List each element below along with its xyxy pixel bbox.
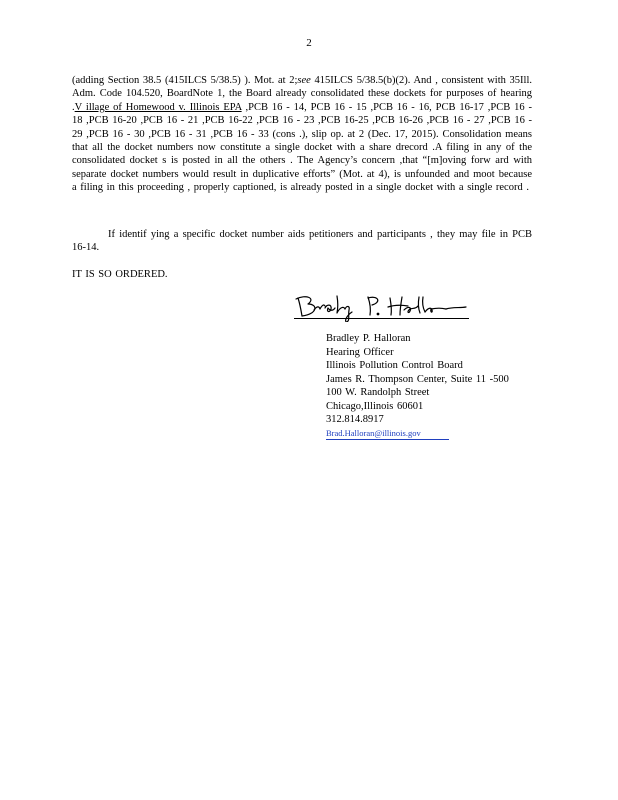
signer-city: Chicago,Illinois 60601 [326,400,424,412]
signer-details [326,332,546,440]
signer-phone: 312.814.8917 [326,414,384,425]
signer-title: Hearing Officer [326,346,394,358]
signer-email-link[interactable]: Brad.Halloran@illinois.gov [326,428,449,440]
paragraph-consolidation [72,74,532,195]
order-statement: IT IS SO ORDERED. [72,269,168,280]
signature-line [294,318,469,319]
see-signal: see [297,75,311,86]
paragraph-docket-filing: If identif ying a specific docket number aids petitioners and participants , they may file in PCB 16-14. [72,229,532,254]
case-citation: V illage of Homewood v. Illinois EPA [74,101,242,113]
signer-address-line-2: 100 W. Randolph Street [326,387,430,398]
signer-address-line-1: James R. Thompson Center, Suite 11 -500 [326,373,509,385]
signer-name: Bradley P. Halloran [326,333,411,344]
paragraph-text: 415ILCS 5/38.5(b)(2). And , consistent with 35Ill. Adm. Code 104.520, BoardNote 1, the Board already consolidated these dockets for purposes of hearing . [72,75,533,113]
paragraph-text: (adding Section 38.5 (415ILCS 5/38.5) ). Mot. at 2; [72,75,298,86]
paragraph-text: ,PCB 16 - 14, PCB 16 - 15 ,PCB 16 - 16, PCB 16-17 ,PCB 16 - 18 ,PCB 16-20 ,PCB 16 - 21 ,PCB 16-22 ,PCB 16 - 23 ,PCB 16-25 ,PCB 16-26 ,PCB 16 - 27 ,PCB 16 - 29 ,PCB 16 - 30 ,PCB 16 - 31 ,PCB 16 - 33 (cons .), slip op. at 2 (Dec. 17, 2015). Consolidation means that all the docket numbers now constitute a single docket with a share drecord .A filing in any of the consolidated docket s is posted in all the others . The Agency’s concern ,that “[m]oving forw ard with separate docket numbers would result in duplicative efforts” (Mot. at 4), is unfounded and moot because a filing in this proceeding , properly captioned, is already posted in a single docket with a single record . [72,101,532,194]
signer-board: Illinois Pollution Control Board [326,360,463,371]
page-number: 2 [306,37,312,49]
